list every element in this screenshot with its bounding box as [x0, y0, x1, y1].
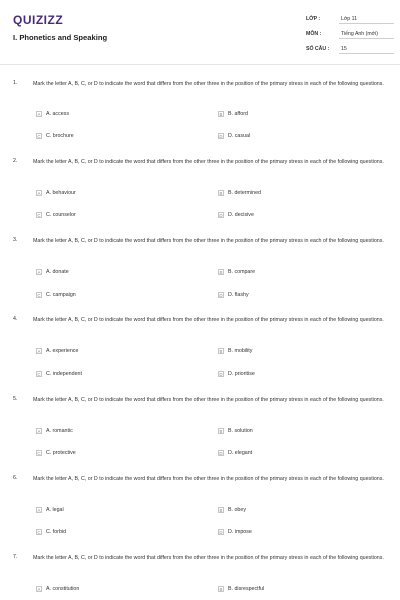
option-a[interactable]	[36, 110, 69, 118]
meta-subject-label: MÔN :	[306, 31, 322, 37]
option-letter-box: B	[219, 111, 223, 117]
option-letter-box: B	[219, 507, 223, 513]
option-b[interactable]	[218, 110, 248, 118]
option-letter-box: C	[37, 371, 41, 377]
option-text: C. counselor	[46, 212, 76, 218]
option-text: D. flashy	[228, 292, 249, 298]
question-text: Mark the letter A, B, C, or D to indicate the word that differs from the other three in the position of the primary stress in each of the following questions.	[33, 238, 384, 244]
option-text: D. casual	[228, 133, 251, 139]
option-c[interactable]	[36, 370, 82, 378]
option-text: B. determined	[228, 190, 261, 196]
question-text: Mark the letter A, B, C, or D to indicate the word that differs from the other three in the position of the primary stress in each of the following questions.	[33, 159, 384, 165]
option-b[interactable]	[218, 427, 253, 435]
option-b[interactable]	[218, 268, 255, 276]
option-text: B. afford	[228, 111, 248, 117]
option-c[interactable]	[36, 132, 74, 140]
meta-grade-underline	[339, 23, 394, 24]
option-letter-box: C	[37, 292, 41, 298]
option-text: C. protective	[46, 450, 76, 456]
option-text: A. romantic	[46, 428, 73, 434]
quizizz-logo: QUIZIZZ	[13, 13, 64, 27]
option-text: B. mobility	[228, 348, 253, 354]
question-number: 4.	[13, 316, 18, 322]
option-letter-box: A	[37, 428, 41, 434]
option-text: D. prioritise	[228, 371, 255, 377]
option-letter-box: C	[37, 529, 41, 535]
question-number: 2.	[13, 158, 18, 164]
meta-count-label: SỐ CÂU :	[306, 46, 330, 52]
question-number: 5.	[13, 396, 18, 402]
question-text: Mark the letter A, B, C, or D to indicate the word that differs from the other three in the position of the primary stress in each of the following questions.	[33, 397, 384, 403]
option-d[interactable]	[218, 291, 249, 299]
option-text: B. disrespectful	[228, 586, 265, 592]
option-d[interactable]	[218, 528, 252, 536]
option-text: A. experience	[46, 348, 79, 354]
option-text: A. behaviour	[46, 190, 76, 196]
option-text: D. elegant	[228, 450, 253, 456]
option-letter-box: B	[219, 190, 223, 196]
option-letter-box: B	[219, 348, 223, 354]
meta-grade-value: Lớp 11	[341, 16, 357, 22]
meta-subject-value: Tiếng Anh (mới)	[341, 31, 378, 37]
question-number: 6.	[13, 475, 18, 481]
option-letter-box: D	[219, 450, 223, 456]
question-text: Mark the letter A, B, C, or D to indicate the word that differs from the other three in the position of the primary stress in each of the following questions.	[33, 476, 384, 482]
option-letter-box: A	[37, 586, 41, 592]
question-number: 3.	[13, 237, 18, 243]
option-letter-box: D	[219, 292, 223, 298]
option-text: A. access	[46, 111, 69, 117]
option-text: B. compare	[228, 269, 256, 275]
meta-subject-underline	[339, 38, 394, 39]
option-letter-box: B	[219, 586, 223, 592]
question-text: Mark the letter A, B, C, or D to indicate the word that differs from the other three in the position of the primary stress in each of the following questions.	[33, 81, 384, 87]
option-a[interactable]	[36, 427, 73, 435]
option-text: A. donate	[46, 269, 69, 275]
option-b[interactable]	[218, 189, 261, 197]
option-b[interactable]	[218, 585, 264, 593]
option-letter-box: D	[219, 529, 223, 535]
option-text: D. impose	[228, 529, 252, 535]
option-c[interactable]	[36, 211, 76, 219]
option-letter-box: C	[37, 212, 41, 218]
option-letter-box: B	[219, 428, 223, 434]
worksheet-header	[0, 0, 400, 62]
question-number: 7.	[13, 554, 18, 560]
option-letter-box: A	[37, 111, 41, 117]
option-d[interactable]	[218, 211, 254, 219]
meta-count-value: 15	[341, 46, 347, 52]
option-a[interactable]	[36, 189, 76, 197]
option-d[interactable]	[218, 449, 252, 457]
question-number: 1.	[13, 80, 18, 86]
option-a[interactable]	[36, 585, 79, 593]
option-letter-box: A	[37, 507, 41, 513]
option-text: A. constitution	[46, 586, 80, 592]
option-text: C. forbid	[46, 529, 67, 535]
option-letter-box: A	[37, 190, 41, 196]
option-letter-box: C	[37, 450, 41, 456]
option-a[interactable]	[36, 347, 78, 355]
option-letter-box: D	[219, 212, 223, 218]
option-text: A. legal	[46, 507, 64, 513]
option-letter-box: B	[219, 269, 223, 275]
option-letter-box: A	[37, 348, 41, 354]
option-c[interactable]	[36, 291, 76, 299]
option-c[interactable]	[36, 449, 76, 457]
option-a[interactable]	[36, 268, 69, 276]
option-d[interactable]	[218, 370, 255, 378]
meta-grade-label: LỚP :	[306, 16, 321, 22]
header-divider	[0, 64, 400, 65]
option-text: C. brochure	[46, 133, 74, 139]
question-text: Mark the letter A, B, C, or D to indicate the word that differs from the other three in the position of the primary stress in each of the following questions.	[33, 555, 384, 561]
option-letter-box: D	[219, 133, 223, 139]
option-text: D. decisive	[228, 212, 254, 218]
option-c[interactable]	[36, 528, 66, 536]
meta-count-underline	[339, 53, 394, 54]
worksheet-title: I. Phonetics and Speaking	[13, 33, 108, 42]
question-text: Mark the letter A, B, C, or D to indicate the word that differs from the other three in the position of the primary stress in each of the following questions.	[33, 317, 384, 323]
option-letter-box: C	[37, 133, 41, 139]
option-letter-box: A	[37, 269, 41, 275]
option-text: B. obey	[228, 507, 246, 513]
option-a[interactable]	[36, 506, 64, 514]
option-b[interactable]	[218, 506, 246, 514]
option-d[interactable]	[218, 132, 250, 140]
option-letter-box: D	[219, 371, 223, 377]
option-text: B. solution	[228, 428, 253, 434]
option-text: C. campaign	[46, 292, 76, 298]
option-text: C. independent	[46, 371, 82, 377]
option-b[interactable]	[218, 347, 252, 355]
